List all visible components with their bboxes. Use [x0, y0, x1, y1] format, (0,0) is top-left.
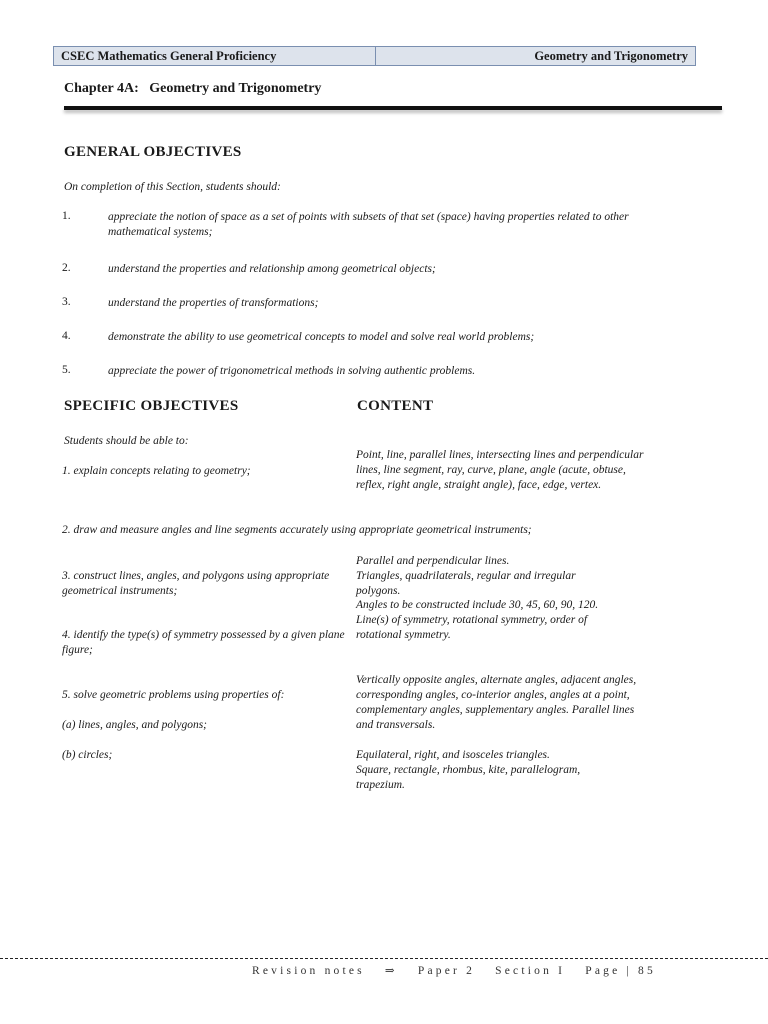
specific-objectives-intro: Students should be able to: [64, 435, 189, 447]
specific-objectives-heading: SPECIFIC OBJECTIVES [64, 398, 239, 414]
list-item-number: 2. [62, 262, 71, 274]
objective-1: 1. explain concepts relating to geometry; [62, 465, 251, 477]
content-heading: CONTENT [357, 398, 434, 414]
objective-2: 2. draw and measure angles and line segments accurately using appropriate geometrical instruments; [62, 524, 532, 536]
list-item-text: understand the properties and relationship among geometrical objects; [108, 263, 436, 275]
header-course-title: CSEC Mathematics General Proficiency [54, 47, 376, 65]
objective-5a: (a) lines, angles, and polygons; [62, 719, 208, 731]
running-header [53, 46, 696, 66]
footer-revision-notes: Revision notes [252, 965, 365, 977]
list-item-text: demonstrate the ability to use geometrical concepts to model and solve real world problems; [108, 331, 535, 343]
list-item-text: appreciate the notion of space as a set of points with subsets of that set (space) having properties related to other mathematical systems; [108, 211, 629, 238]
content-5b2: Square, rectangle, rhombus, kite, parallelogram, trapezium. [356, 764, 581, 791]
list-item-text: understand the properties of transformations; [108, 297, 319, 309]
objective-4: 4. identify the type(s) of symmetry possessed by a given plane figure; [62, 629, 345, 656]
objective-5b: (b) circles; [62, 749, 113, 761]
content-5b1: Equilateral, right, and isosceles triangles. [356, 749, 550, 761]
objective-5: 5. solve geometric problems using properties of: [62, 689, 285, 701]
list-item-number: 1. [62, 210, 71, 222]
list-item-number: 4. [62, 330, 71, 342]
content-3a: Parallel and perpendicular lines. [356, 555, 510, 567]
chapter-title: Chapter 4A: Geometry and Trigonometry [64, 81, 322, 96]
title-rule [64, 106, 722, 110]
content-3c: Angles to be constructed include 30, 45, 60, 90, 120. [356, 599, 599, 611]
objective-3: 3. construct lines, angles, and polygons using appropriate geometrical instruments; [62, 570, 330, 597]
footer-paper: Paper 2 [417, 965, 476, 977]
list-item-text: appreciate the power of trigonometrical methods in solving authentic problems. [108, 365, 476, 377]
list-item-number: 3. [62, 296, 71, 308]
footer-section: Section I [495, 965, 566, 977]
content-3b: Triangles, quadrilaterals, regular and irregular polygons. [356, 570, 576, 597]
content-1: Point, line, parallel lines, intersecting lines and perpendicular lines, line segment, ray, curve, plane, angle (acute, obtuse, reflex, right angle, straight angle), face, edge, vertex. [356, 449, 644, 491]
page-footer [252, 963, 670, 977]
content-5a: Vertically opposite angles, alternate angles, adjacent angles, corresponding angles, co-interior angles, angles at a point, complementary angles, supplementary angles. Parallel lines and transversals. [356, 674, 637, 731]
footer-page-number: Page | 85 [585, 965, 656, 977]
content-4: Line(s) of symmetry, rotational symmetry, order of rotational symmetry. [356, 614, 588, 641]
general-objectives-heading: GENERAL OBJECTIVES [64, 144, 242, 160]
footer-divider [0, 958, 768, 959]
list-item-number: 5. [62, 364, 71, 376]
arrow-icon: ⇒ [384, 965, 398, 977]
general-objectives-intro: On completion of this Section, students should: [64, 181, 281, 193]
header-section-title: Geometry and Trigonometry [534, 48, 688, 63]
